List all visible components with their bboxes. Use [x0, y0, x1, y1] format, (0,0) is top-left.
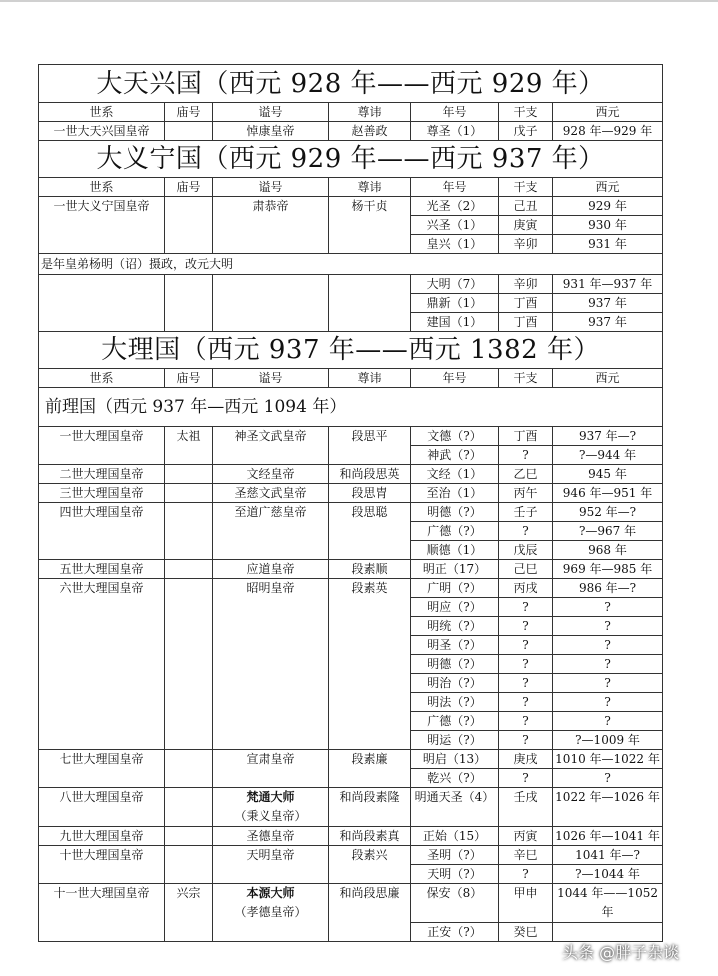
regency-note: 是年皇弟杨明（诏）摄政，改元大明	[39, 254, 663, 275]
section-title-datianxing: 大天兴国（西元 928 年——西元 929 年）	[39, 65, 663, 103]
page-top-border	[0, 0, 718, 2]
cell-era-name: 明圣（?）	[411, 636, 499, 655]
cell-posthumous-name: 天明皇帝	[213, 846, 329, 884]
cell-era-name: 文经（1）	[411, 465, 499, 484]
cell-posthumous-name: 肃恭帝	[213, 197, 329, 254]
cell-ganzhi: 壬戌	[499, 788, 553, 827]
cell-ganzhi: ?	[499, 865, 553, 884]
header-row	[39, 103, 663, 122]
year-range: 1044 年——1052	[557, 886, 658, 900]
cell-era-name: 大明（7）	[411, 275, 499, 294]
dharma-title: 本源大师	[246, 886, 295, 900]
table-row	[39, 465, 663, 484]
cell-posthumous-name	[213, 884, 329, 942]
cell-year: 1010 年—1022 年	[553, 750, 663, 769]
cell-era-name: 明正（17）	[411, 560, 499, 579]
table-row	[39, 484, 663, 503]
cell-lineage: 五世大理国皇帝	[39, 560, 165, 579]
cell-temple-name	[165, 560, 213, 579]
header-year: 西元	[553, 103, 663, 122]
cell-year: 952 年—?	[553, 503, 663, 522]
cell-year: 968 年	[553, 541, 663, 560]
cell-personal-name: 段素顺	[329, 560, 411, 579]
cell-temple-name	[165, 750, 213, 788]
cell-ganzhi: ?	[499, 731, 553, 750]
cell-year: ?	[553, 674, 663, 693]
cell-personal-name: 和尚段思英	[329, 465, 411, 484]
cell-posthumous-name: 圣德皇帝	[213, 827, 329, 846]
cell-ganzhi: ?	[499, 674, 553, 693]
cell-era-name: 文德（?）	[411, 427, 499, 446]
table-row	[39, 750, 663, 769]
cell-ganzhi: ?	[499, 712, 553, 731]
cell-year: ?—967 年	[553, 522, 663, 541]
cell-posthumous-name: 昭明皇帝	[213, 579, 329, 750]
header-lineage: 世系	[39, 178, 165, 197]
cell-year: ?	[553, 617, 663, 636]
cell-temple-name	[165, 122, 213, 141]
cell-personal-name: 段素廉	[329, 750, 411, 788]
cell-temple-name	[165, 484, 213, 503]
dynasty-table	[38, 64, 663, 942]
header-personal-name: 尊讳	[329, 103, 411, 122]
cell-lineage: 九世大理国皇帝	[39, 827, 165, 846]
table-row	[39, 560, 663, 579]
cell-posthumous-name: 至道广慈皇帝	[213, 503, 329, 560]
cell-year	[553, 884, 663, 923]
cell-posthumous-name: 应道皇帝	[213, 560, 329, 579]
table-row	[39, 122, 663, 141]
header-ganzhi: 干支	[499, 369, 553, 388]
cell-era-name: 广德（?）	[411, 712, 499, 731]
cell-year: 937 年	[553, 294, 663, 313]
cell-era-name: 顺德（1）	[411, 541, 499, 560]
cell-ganzhi: 辛卯	[499, 235, 553, 254]
cell-temple-name	[165, 579, 213, 750]
cell-ganzhi: ?	[499, 598, 553, 617]
cell-era-name: 至治（1）	[411, 484, 499, 503]
subsection-row	[39, 388, 663, 427]
header-personal-name: 尊讳	[329, 369, 411, 388]
cell-ganzhi: 癸巳	[499, 923, 553, 942]
subsection-title-qianli: 前理国（西元 937 年—西元 1094 年）	[39, 388, 663, 427]
cell-ganzhi: 丁酉	[499, 313, 553, 332]
cell-temple-name	[165, 827, 213, 846]
cell-ganzhi: 庚戌	[499, 750, 553, 769]
header-posthumous-name: 谥号	[213, 178, 329, 197]
cell-temple-name	[165, 503, 213, 560]
cell-temple-name	[165, 465, 213, 484]
table-row	[39, 579, 663, 598]
cell-temple-name	[165, 788, 213, 827]
cell-ganzhi: ?	[499, 446, 553, 465]
section-title-dali: 大理国（西元 937 年——西元 1382 年）	[39, 332, 663, 369]
header-temple-name: 庙号	[165, 178, 213, 197]
cell-lineage: 一世大天兴国皇帝	[39, 122, 165, 141]
cell-era-name: 正始（15）	[411, 827, 499, 846]
cell-year: ?	[553, 655, 663, 674]
cell-lineage: 二世大理国皇帝	[39, 465, 165, 484]
section-title-row	[39, 65, 663, 103]
cell-era-name: 明运（?）	[411, 731, 499, 750]
cell-year: ?	[553, 712, 663, 731]
cell-personal-name: 段素兴	[329, 846, 411, 884]
header-ganzhi: 干支	[499, 178, 553, 197]
cell-ganzhi: 戊辰	[499, 541, 553, 560]
cell-era-name: 明启（13）	[411, 750, 499, 769]
cell-personal-name: 段思胄	[329, 484, 411, 503]
header-ganzhi: 干支	[499, 103, 553, 122]
cell-era-name: 广明（?）	[411, 579, 499, 598]
cell-era-name: 尊圣（1）	[411, 122, 499, 141]
cell-ganzhi: 辛卯	[499, 275, 553, 294]
cell-year: 946 年—951 年	[553, 484, 663, 503]
header-posthumous-name: 谥号	[213, 369, 329, 388]
cell-era-name: 乾兴（?）	[411, 769, 499, 788]
cell-posthumous-name: 文经皇帝	[213, 465, 329, 484]
cell-year: 931 年—937 年	[553, 275, 663, 294]
posthumous-alias: （孝德皇帝）	[234, 905, 307, 919]
cell-era-name: 明应（?）	[411, 598, 499, 617]
cell-year: ?—1044 年	[553, 865, 663, 884]
cell-ganzhi: 丁酉	[499, 294, 553, 313]
cell-year: 945 年	[553, 465, 663, 484]
cell-year: 929 年	[553, 197, 663, 216]
cell-ganzhi: ?	[499, 522, 553, 541]
cell-ganzhi: 己巳	[499, 560, 553, 579]
cell-era-name: 正安（?）	[411, 923, 499, 942]
cell-year: 1022 年—1026 年	[553, 788, 663, 827]
cell-temple-name	[165, 197, 213, 254]
watermark: 头条 @胖子杂谈	[562, 943, 680, 962]
cell-lineage: 八世大理国皇帝	[39, 788, 165, 827]
cell-ganzhi: 丙午	[499, 484, 553, 503]
cell-era-name: 天明（?）	[411, 865, 499, 884]
cell-era-name: 建国（1）	[411, 313, 499, 332]
cell-ganzhi: ?	[499, 617, 553, 636]
cell-year: ?—944 年	[553, 446, 663, 465]
cell-lineage: 十一世大理国皇帝	[39, 884, 165, 942]
cell-ganzhi: 丙寅	[499, 827, 553, 846]
header-personal-name: 尊讳	[329, 178, 411, 197]
table-row	[39, 197, 663, 216]
table-row	[39, 788, 663, 827]
cell-personal-name	[329, 275, 411, 332]
cell-year	[553, 923, 663, 942]
cell-era-name: 圣明（?）	[411, 846, 499, 865]
cell-lineage: 十世大理国皇帝	[39, 846, 165, 884]
header-row	[39, 369, 663, 388]
cell-era-name: 明通天圣（4）	[411, 788, 499, 827]
cell-year: ?	[553, 693, 663, 712]
cell-temple-name	[165, 846, 213, 884]
cell-year: 969 年—985 年	[553, 560, 663, 579]
header-lineage: 世系	[39, 103, 165, 122]
cell-year: 931 年	[553, 235, 663, 254]
cell-year: 1041 年—?	[553, 846, 663, 865]
cell-lineage: 一世大义宁国皇帝	[39, 197, 165, 254]
cell-personal-name: 和尚段素隆	[329, 788, 411, 827]
table-row	[39, 884, 663, 923]
header-era-name: 年号	[411, 103, 499, 122]
cell-temple-name: 兴宗	[165, 884, 213, 942]
cell-era-name: 明法（?）	[411, 693, 499, 712]
cell-ganzhi: 己丑	[499, 197, 553, 216]
cell-personal-name: 杨干贞	[329, 197, 411, 254]
posthumous-alias: （秉义皇帝）	[234, 809, 307, 823]
cell-posthumous-name	[213, 275, 329, 332]
cell-ganzhi: ?	[499, 655, 553, 674]
cell-ganzhi: 丁酉	[499, 427, 553, 446]
cell-ganzhi: ?	[499, 769, 553, 788]
cell-personal-name: 和尚段素真	[329, 827, 411, 846]
cell-era-name: 鼎新（1）	[411, 294, 499, 313]
cell-ganzhi: 乙巳	[499, 465, 553, 484]
header-temple-name: 庙号	[165, 103, 213, 122]
cell-lineage: 四世大理国皇帝	[39, 503, 165, 560]
cell-era-name: 保安（8）	[411, 884, 499, 923]
cell-personal-name: 段思聪	[329, 503, 411, 560]
cell-year: 937 年—?	[553, 427, 663, 446]
cell-lineage	[39, 275, 165, 332]
cell-era-name: 兴圣（1）	[411, 216, 499, 235]
cell-lineage: 七世大理国皇帝	[39, 750, 165, 788]
cell-posthumous-name	[213, 788, 329, 827]
cell-year: ?—1009 年	[553, 731, 663, 750]
cell-era-name: 广德（?）	[411, 522, 499, 541]
cell-year: 928 年—929 年	[553, 122, 663, 141]
cell-era-name: 神武（?）	[411, 446, 499, 465]
cell-era-name: 明统（?）	[411, 617, 499, 636]
cell-ganzhi: ?	[499, 693, 553, 712]
cell-ganzhi: ?	[499, 636, 553, 655]
cell-year: 930 年	[553, 216, 663, 235]
cell-posthumous-name: 神圣文武皇帝	[213, 427, 329, 465]
header-posthumous-name: 谥号	[213, 103, 329, 122]
cell-ganzhi: 甲申	[499, 884, 553, 923]
header-year: 西元	[553, 178, 663, 197]
header-era-name: 年号	[411, 178, 499, 197]
cell-era-name: 皇兴（1）	[411, 235, 499, 254]
section-title-dayining: 大义宁国（西元 929 年——西元 937 年）	[39, 141, 663, 178]
header-era-name: 年号	[411, 369, 499, 388]
table-row	[39, 427, 663, 446]
cell-ganzhi: 壬子	[499, 503, 553, 522]
cell-lineage: 三世大理国皇帝	[39, 484, 165, 503]
table-row	[39, 503, 663, 522]
cell-ganzhi: 庚寅	[499, 216, 553, 235]
table-row	[39, 275, 663, 294]
cell-year: ?	[553, 636, 663, 655]
cell-lineage: 六世大理国皇帝	[39, 579, 165, 750]
cell-era-name: 明德（?）	[411, 655, 499, 674]
cell-ganzhi: 辛巳	[499, 846, 553, 865]
cell-era-name: 明德（?）	[411, 503, 499, 522]
cell-era-name: 明治（?）	[411, 674, 499, 693]
cell-year: ?	[553, 598, 663, 617]
table-row	[39, 846, 663, 865]
cell-year: 986 年—?	[553, 579, 663, 598]
cell-era-name: 光圣（2）	[411, 197, 499, 216]
header-row	[39, 178, 663, 197]
cell-posthumous-name: 悼康皇帝	[213, 122, 329, 141]
cell-year: 1026 年—1041 年	[553, 827, 663, 846]
cell-temple-name	[165, 275, 213, 332]
cell-posthumous-name: 宣肃皇帝	[213, 750, 329, 788]
cell-posthumous-name: 圣慈文武皇帝	[213, 484, 329, 503]
header-year: 西元	[553, 369, 663, 388]
section-title-row	[39, 141, 663, 178]
cell-personal-name: 和尚段思廉	[329, 884, 411, 942]
table-row	[39, 827, 663, 846]
dharma-title: 梵通大师	[246, 790, 295, 804]
year-suffix: 年	[601, 905, 614, 919]
cell-year: 937 年	[553, 313, 663, 332]
cell-year: ?	[553, 769, 663, 788]
header-lineage: 世系	[39, 369, 165, 388]
section-title-row	[39, 332, 663, 369]
cell-lineage: 一世大理国皇帝	[39, 427, 165, 465]
cell-personal-name: 段思平	[329, 427, 411, 465]
cell-personal-name: 段素英	[329, 579, 411, 750]
cell-temple-name: 太祖	[165, 427, 213, 465]
cell-ganzhi: 丙戌	[499, 579, 553, 598]
note-row	[39, 254, 663, 275]
cell-personal-name: 赵善政	[329, 122, 411, 141]
header-temple-name: 庙号	[165, 369, 213, 388]
cell-ganzhi: 戊子	[499, 122, 553, 141]
